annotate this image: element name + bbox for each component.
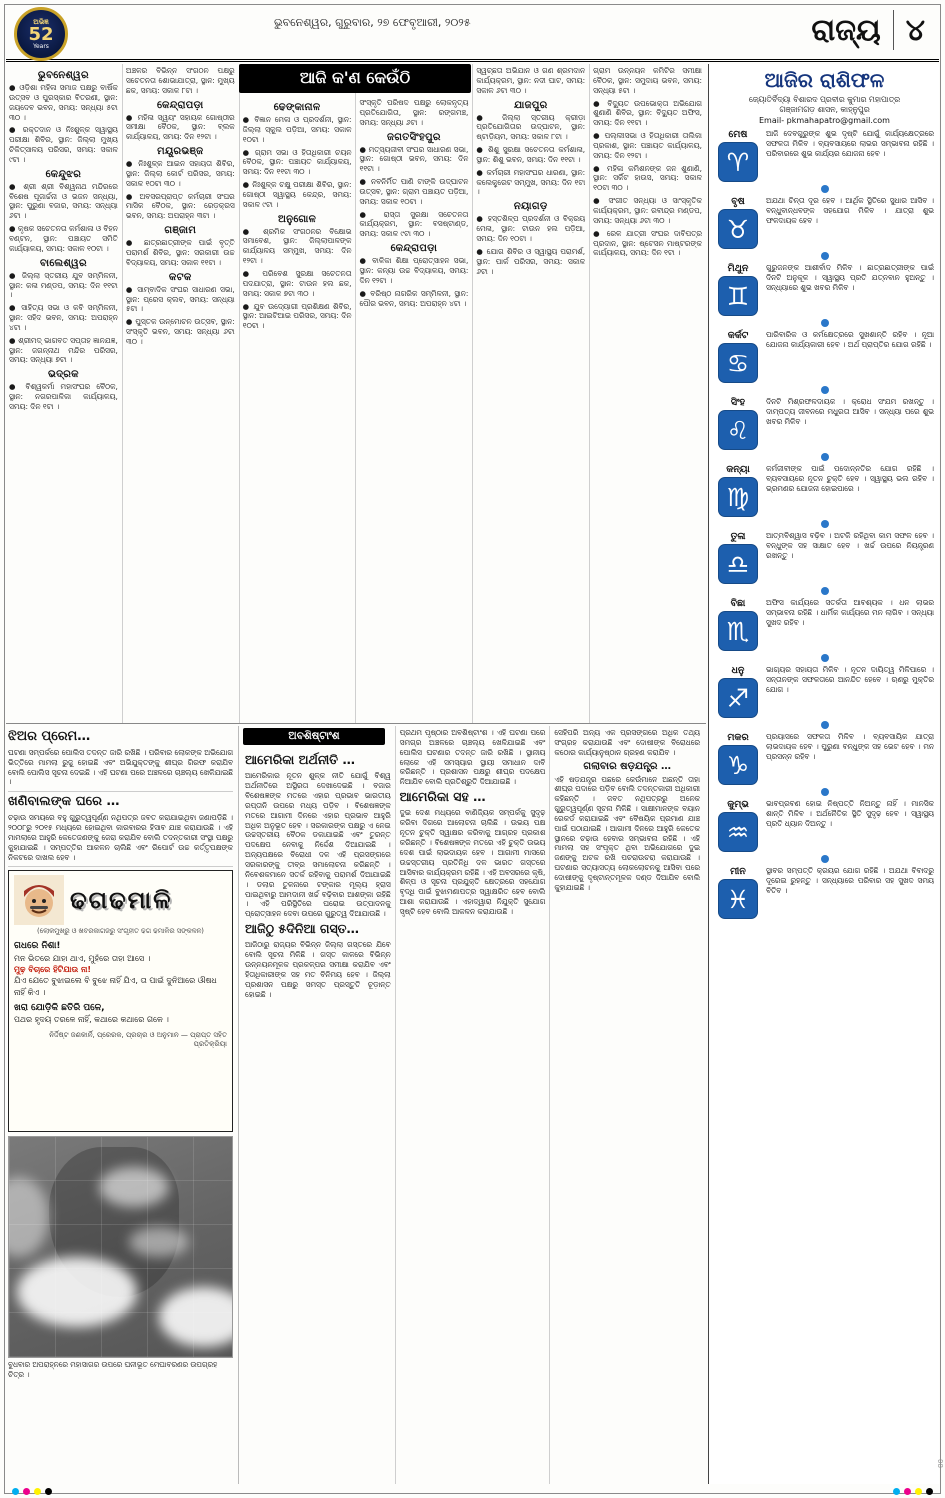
- print-color-mark: [915, 1488, 922, 1495]
- zodiac-sign: [715, 196, 761, 249]
- zodiac-glyph: ♐: [726, 683, 750, 713]
- listing-entry: ଅଞ୍ଚଳର ବିଭିନ୍ନ ସଂଗଠନ ପକ୍ଷରୁ ସଚେତନତା ଶୋଭାଯାତ୍ରା, ସ୍ଥାନ: ମୁଖ୍ୟ ଛକ, ସମୟ: ସକାଳ ୮ଟା ।: [125, 66, 235, 95]
- horoscope-entry: [715, 263, 934, 316]
- main-content: [6, 64, 939, 1484]
- listing-entry: ● ଯୁବ ଉଦ୍ୟୋଗୀ ପ୍ରଶିକ୍ଷଣ ଶିବିର, ସ୍ଥାନ: ଆଇଟିଆଇ ପରିସର, ସମୟ: ଦିନ ୧୦ଟା ।: [242, 301, 352, 331]
- cartoon-line: ପଥର ହୃଦୟ ତରଳେ ନାହିଁ, କଥାରେ କଥାରେ ଗଳେ ।: [14, 1015, 169, 1025]
- cartoon-lines: [14, 940, 227, 1025]
- zodiac-sign: [715, 464, 761, 517]
- separator-dot: [821, 587, 829, 595]
- horoscope-text: ସ୍ଥାବର ସମ୍ପତ୍ତି କ୍ରୟର ଯୋଗ ରହିଛି । ଅଯଥା ବିବାଦରୁ ଦୂରେଇ ରୁହନ୍ତୁ । ସନ୍ଧ୍ୟାରେ ପରିବାର ସହ ସୁଖଦ ସମୟ ବିତିବ ।: [766, 866, 934, 895]
- continuation-text: ଏହି ଷଡ଼ଯନ୍ତ୍ର ପଛରେ କେଉଁମାନେ ଅଛନ୍ତି ତାହା ଶୀଘ୍ର ପଦାରେ ପଡ଼ିବ ବୋଲି ତଦନ୍ତକାରୀ ଅଧିକାରୀ କହିଛନ୍ତି । ଜବତ ନଥିପତ୍ରରୁ ଅନେକ ଗୁରୁତ୍ୱପୂର୍ଣ୍ଣ ସୂଚନା ମିଳିଛି । ସାକ୍ଷୀମାନଙ୍କ ବୟାନ ରେକର୍ଡ କରାଯାଇଛି ଏବଂ ବୈଷୟିକ ପ୍ରମାଣ ଯାଞ୍ଚ ପାଇଁ ପଠାଯାଇଛି । ଆଗାମୀ ଦିନରେ ଆହୁରି କେତେକ ସ୍ଥାନରେ ଚଢ଼ାଉ ହେବାର ସମ୍ଭାବନା ରହିଛି । ଏହି ମାମଲା ସହ ସଂପୃକ୍ତ ଥିବା ଅଭିଯୋଗରେ ଦୁଇ ଜଣଙ୍କୁ ଅଟକ ରଖି ପଚରାଉଚରା କରାଯାଉଛି । ଘଟଣାର ସତ୍ୟାସତ୍ୟ ଲୋକଲୋଚନକୁ ଆସିବା ପରେ ଦୋଷୀଙ୍କୁ ଦୃଷ୍ଟାନ୍ତମୂଳକ ଦଣ୍ଡ ଦିଆଯିବ ବୋଲି କୁହାଯାଇଛି ।: [554, 774, 701, 892]
- print-color-mark: [12, 1488, 19, 1495]
- continuation-banner: ଅବଶିଷ୍ଟାଂଶ: [243, 728, 385, 745]
- separator-dot: [821, 185, 829, 193]
- zodiac-name: କର୍କଟ: [727, 330, 749, 342]
- zodiac-name: ମକର: [727, 732, 749, 744]
- separator-dot: [821, 520, 829, 528]
- listing-entry: ● ଶ୍ରୀମଦ୍ ଭାଗବତ ସପ୍ତାହ ଜ୍ଞାନଯଜ୍ଞ, ସ୍ଥାନ: ଜଗନ୍ନାଥ ମନ୍ଦିର ପରିସର, ସମୟ: ସନ୍ଧ୍ୟା ୭ଟା ।: [9, 335, 118, 365]
- astrologer-credit-line2: ଗଞ୍ଜାମଗଡ଼ ଶାସନ, କାହ୍ନୁପୁର: [779, 105, 870, 115]
- horoscope-text: ଅଫିସ କାର୍ଯ୍ୟରେ ସତର୍କତା ଆବଶ୍ୟକ । ଧନ ଲାଭର ସମ୍ଭାବନା ରହିଛି । ଧାର୍ମିକ କାର୍ଯ୍ୟରେ ମନ ଲାଗିବ । ସନ୍ଧ୍ୟା ସୁଖଦ ରହିବ ।: [766, 598, 934, 627]
- article-headline: ଆଜିଠୁ ୫ଦିନିଆ ଗସ୍ତ…: [245, 921, 360, 937]
- horoscope-entry: [715, 799, 934, 852]
- zodiac-glyph: ♊: [726, 281, 750, 311]
- continuation-column: [550, 726, 704, 1484]
- zodiac-name: ମୀନ: [730, 866, 746, 878]
- horoscope-entry: [715, 129, 934, 182]
- listing-entry: ● ବିଶ୍ୱକର୍ମା ମହାସଂଘର ବୈଠକ, ସ୍ଥାନ: ନଗରପାଳିକା କାର୍ଯ୍ୟାଳୟ, ସମୟ: ଦିନ ୧ଟା ।: [9, 382, 118, 411]
- aries-icon: [718, 142, 758, 182]
- horoscope-entry: [715, 732, 934, 785]
- horoscope-entry: [715, 665, 934, 718]
- district-heading: ଢେଙ୍କାନାଳ: [273, 102, 321, 113]
- zodiac-glyph: ♈: [726, 147, 750, 177]
- district-heading: ଅନୁଗୋଳ: [277, 213, 317, 225]
- news-article: [8, 795, 233, 867]
- listing-entry: ● ନବନିର୍ମିତ ପାଣି ଟାଙ୍କି ଉଦ୍‌ଘାଟନ ଉତ୍ସବ, ସ୍ଥାନ: ଗ୍ରାମ ପଞ୍ଚାୟତ ପଡ଼ିଆ, ସମୟ: ସକାଳ ୧୦ଟା ।: [359, 177, 469, 206]
- header-divider: [893, 10, 894, 50]
- zodiac-name: କନ୍ୟା: [726, 464, 750, 476]
- zodiac-sign: [715, 665, 761, 718]
- today-events-section: [6, 64, 706, 724]
- horoscope-entry: [715, 330, 934, 383]
- zodiac-name: ସିଂହ: [730, 397, 746, 409]
- listing-entry: ● ସଂଗୀତ ସନ୍ଧ୍ୟା ଓ ସାଂସ୍କୃତିକ କାର୍ଯ୍ୟକ୍ରମ, ସ୍ଥାନ: ରବୀନ୍ଦ୍ର ମଣ୍ଡପ, ସମୟ: ସନ୍ଧ୍ୟା ୬ଟା ୩୦ ।: [593, 196, 702, 225]
- zodiac-glyph: ♒: [726, 817, 750, 847]
- separator-dot: [821, 721, 829, 729]
- edge-page-mark: 08: [936, 1459, 944, 1468]
- cartoon-line: ଗଧରେ ନିଶା!: [14, 941, 61, 952]
- listing-entry: ● ରାସ୍ତା ସୁରକ୍ଷା ସଚେତନତା କାର୍ଯ୍ୟକ୍ରମ, ସ୍ଥାନ: ବସଷ୍ଟାଣ୍ଡ, ସମୟ: ସକାଳ ୯ଟା ୩୦ ।: [359, 209, 469, 239]
- continuation-text: ଦୁଇ ଦେଶ ମଧ୍ୟରେ ବାଣିଜ୍ୟିକ ସମ୍ପର୍କକୁ ସୁଦୃଢ଼ କରିବା ଦିଗରେ ଆଲୋଚନା ଚାଲିଛି । ଉଭୟ ପକ୍ଷ ନୂତନ ଚୁକ୍ତି ସ୍ୱାକ୍ଷର କରିବାକୁ ଆଗ୍ରହ ପ୍ରକାଶ କରିଛନ୍ତି । ବିଶେଷଜ୍ଞଙ୍କ ମତରେ ଏହି ଚୁକ୍ତି ଉଭୟ ଦେଶ ପାଇଁ ଲାଭଦାୟକ ହେବ । ଆଗାମୀ ମାସରେ ଉଚ୍ଚସ୍ତରୀୟ ପ୍ରତିନିଧି ଦଳ ଭାରତ ଗସ୍ତରେ ଆସିବାର କାର୍ଯ୍ୟକ୍ରମ ରହିଛି । ଏହି ଅବସରରେ କୃଷି, ଶିଳ୍ପ ଓ ସୂଚନା ପ୍ରଯୁକ୍ତି କ୍ଷେତ୍ରରେ ସହଯୋଗ ବୃଦ୍ଧି ପାଇଁ ବୁଝାମଣାପତ୍ର ସ୍ୱାକ୍ଷରିତ ହେବ ବୋଲି ଆଶା କରାଯାଉଛି । ଏହାଦ୍ୱାରା ନିଯୁକ୍ତି ସୁଯୋଗ ସୃଷ୍ଟି ହେବ ବୋଲି ଆକଳନ କରାଯାଉଛି ।: [399, 808, 546, 916]
- newspaper-logo: [14, 7, 68, 61]
- logo-years-number: 52: [28, 23, 54, 45]
- cancer-icon: [718, 343, 758, 383]
- cartoon-line: ମନ ଭିତରେ ଯାହା ଥାଏ, ମୁହଁରେ ତାହା ଆସେ ।: [14, 954, 151, 964]
- cloud-shape: [99, 1167, 169, 1207]
- district-heading: ଭୁବନେଶ୍ୱର: [37, 70, 89, 81]
- article-body: ଘଟଣା ସମ୍ପର୍କରେ ପୋଲିସ ତଦନ୍ତ ଜାରି ରଖିଛି । ପରିବାର ଲୋକଙ୍କ ଅଭିଯୋଗ ଭିତ୍ତିରେ ମାମଲା ରୁଜୁ ହୋଇଛି ଏବଂ ଅଭିଯୁକ୍ତଙ୍କୁ ଶୀଘ୍ର ଗିରଫ କରାଯିବ ବୋଲି ପୋଲିସ ସୂଚନା ଦେଇଛି । ଏହି ଘଟଣା ପରେ ଅଞ୍ଚଳରେ ଚାଞ୍ଚଲ୍ୟ ଖେଳିଯାଇଛି ।: [8, 747, 233, 787]
- horoscope-text: ଭାଗ୍ୟର ସହାୟତା ମିଳିବ । ନୂତନ ଦାୟିତ୍ୱ ମିଳିପାରେ । ସନ୍ତାନଙ୍କ ସଫଳତାରେ ଆନନ୍ଦିତ ହେବେ । ଋଣରୁ ମୁକ୍ତିର ଯୋଗ ।: [766, 665, 934, 694]
- listing-column: [590, 64, 706, 723]
- news-article: [8, 730, 233, 792]
- listing-entry: ● ପୁସ୍ତକ ଉନ୍ମୋଚନ ଉତ୍ସବ, ସ୍ଥାନ: ସଂସ୍କୃତି ଭବନ, ସମୟ: ସନ୍ଧ୍ୟା ୬ଟା ୩୦ ।: [125, 317, 235, 346]
- district-heading: ବାଲେଶ୍ୱର: [39, 257, 87, 269]
- events-banner: ଆଜି କ'ଣ କେଉଁଠି: [239, 64, 471, 93]
- article-body: ଚଢ଼ାଉ ସମୟରେ ବହୁ ଗୁରୁତ୍ୱପୂର୍ଣ୍ଣ ନଥିପତ୍ର ଜବତ କରାଯାଇଥିବା ଜଣାପଡ଼ିଛି । ୨୦୦୮ରୁ ୨୦୧୫ ମଧ୍ୟରେ ହୋଇଥିବା କାରବାରର ହିସାବ ଯାଞ୍ଚ କରାଯାଉଛି । ଏହି ମାମଲାରେ ଆହୁରି କେତେଜଣଙ୍କୁ ଜେରା କରାଯିବ ବୋଲି ତଦନ୍ତକାରୀ ସଂସ୍ଥା ପକ୍ଷରୁ କୁହାଯାଇଛି । ସମ୍ପତ୍ତିର ଆକଳନ ଚାଲିଛି ଏବଂ ରିପୋର୍ଟ ଉଚ୍ଚ କର୍ତ୍ତୃପକ୍ଷଙ୍କ ନିକଟରେ ଦାଖଲ ହେବ ।: [8, 813, 233, 862]
- zodiac-glyph: ♋: [726, 348, 750, 378]
- horoscope-text: ପାରିବାରିକ ଓ କର୍ମକ୍ଷେତ୍ରରେ ସୁଖଶାନ୍ତି ରହିବ । ନୂଆ ଯୋଜନା କାର୍ଯ୍ୟକାରୀ ହେବ । ଅର୍ଥ ପ୍ରାପ୍ତିର ଯୋଗ ରହିଛି ।: [766, 330, 934, 349]
- article-headline: ଆମେରିକା ଅର୍ଥନୀତି …: [245, 752, 355, 767]
- leo-icon: [718, 410, 758, 450]
- zodiac-name: ବିଛା: [730, 598, 746, 610]
- zodiac-glyph: ♍: [726, 482, 750, 512]
- horoscope-text: କର୍ମଜୀବୀଙ୍କ ପାଇଁ ପଦୋନ୍ନତିର ଯୋଗ ରହିଛି । ବ୍ୟବସାୟରେ ନୂତନ ଚୁକ୍ତି ହେବ । ସ୍ୱାସ୍ଥ୍ୟ ଭଲ ରହିବ । ଭ୍ରମଣର ଯୋଜନା ହୋଇପାରେ ।: [766, 464, 934, 493]
- listing-column: [6, 64, 123, 723]
- horoscope-text: ଆଜି ଦେବଗୁରୁଙ୍କ ଶୁଭ ଦୃଷ୍ଟି ଯୋଗୁଁ କାର୍ଯ୍ୟକ୍ଷେତ୍ରରେ ସଫଳତା ମିଳିବ । ବ୍ୟବସାୟରେ ଲାଭର ସମ୍ଭାବନା ରହିଛି । ପରିବାରରେ ଶୁଭ କାର୍ଯ୍ୟର ଯୋଜନା ହେବ ।: [766, 129, 934, 158]
- continuation-column: [241, 726, 396, 1484]
- cartoon-line: ମୁଢ଼ ବିଚାରେ ହିଟିଯାଉ ନା!: [14, 965, 92, 975]
- horoscope-column: [708, 64, 939, 1484]
- article-headline: ଝିଅର ପ୍ରେମ…: [8, 729, 91, 744]
- zodiac-sign: [715, 531, 761, 584]
- cloud-shape: [17, 1257, 137, 1327]
- listing-column: [240, 64, 357, 723]
- zodiac-glyph: ♎: [726, 549, 750, 579]
- listing-entry: ● ଶିଶୁ ସୁରକ୍ଷା ସଚେତନତା କର୍ମଶାଳା, ସ୍ଥାନ: ଶିଶୁ ଭବନ, ସମୟ: ଦିନ ୧୧ଟା ।: [476, 145, 586, 164]
- registration-marks-left: [12, 1488, 52, 1495]
- listing-entry: ● ବରିଷ୍ଠ ନାଗରିକ ସମ୍ମିଳନୀ, ସ୍ଥାନ: ପୌର ଭବନ, ସମୟ: ଅପରାହ୍ନ ୪ଟା ।: [359, 288, 469, 308]
- listing-entry: ସଂସ୍କୃତି ପରିଷଦ ପକ୍ଷରୁ ଲୋକନୃତ୍ୟ ପ୍ରତିଯୋଗିତା, ସ୍ଥାନ: ରଙ୍ଗମଞ୍ଚ, ସମୟ: ସନ୍ଧ୍ୟା ୬ଟା ।: [359, 98, 469, 127]
- listing-entry: ● ଅବସରପ୍ରାପ୍ତ କର୍ମଚାରୀ ସଂଘର ମାସିକ ବୈଠକ, ସ୍ଥାନ: ରେଡ଼କ୍ରସ ଭବନ, ସମୟ: ଅପରାହ୍ନ ୩ଟା ।: [125, 191, 235, 221]
- district-heading: କେନ୍ଦ୍ରାପଡ଼ା: [156, 99, 204, 111]
- listing-entry: ● ଶ୍ରମିକ ସଂଗଠନର ବିକ୍ଷୋଭ ସମାବେଶ, ସ୍ଥାନ: ଜିଲ୍ଲାପାଳଙ୍କ କାର୍ଯ୍ୟାଳୟ ସମ୍ମୁଖ, ସମୟ: ଦିନ ୧୨ଟା ।: [242, 226, 352, 266]
- horoscope-text: ଅଯଥା ଚିନ୍ତା ଦୂର ହେବ । ଆର୍ଥିକ ସ୍ଥିତିରେ ସୁଧାର ଆସିବ । ବନ୍ଧୁବାନ୍ଧବଙ୍କ ସହଯୋଗ ମିଳିବ । ଯାତ୍ରା ଶୁଭ ଫଳଦାୟକ ହେବ ।: [766, 196, 934, 225]
- listing-entry: ● ଓଡ଼ିଶା ମହିଳା ସମାଜ ପକ୍ଷରୁ ବାର୍ଷିକ ଉତ୍ସବ ଓ ପୁରସ୍କାର ବିତରଣୀ, ସ୍ଥାନ: ଜୟଦେବ ଭବନ, ସମୟ: ସନ୍ଧ୍ୟା ୫ଟା ୩୦ ।: [9, 83, 118, 122]
- page-number: ୪: [905, 12, 925, 48]
- listing-entry: ● କର୍ମଚାରୀ ମହାସଂଘର ଧାରଣା, ସ୍ଥାନ: କଲେକ୍ଟ୍ରେଟ ସମ୍ମୁଖ, ସମୟ: ଦିନ ୧ଟା ।: [476, 167, 586, 197]
- listing-entry: ● ଗ୍ରାମ ସଭା ଓ ହିତାଧିକାରୀ ଚୟନ ବୈଠକ, ସ୍ଥାନ: ପଞ୍ଚାୟତ କାର୍ଯ୍ୟାଳୟ, ସମୟ: ଦିନ ୧୧ଟା ୩୦ ।: [242, 147, 352, 177]
- virgo-icon: [718, 477, 758, 517]
- listing-entry: ● ମତ୍ସ୍ୟଜୀବୀ ସଂଘର ସାଧାରଣ ସଭା, ସ୍ଥାନ: ଗୋଷ୍ଠୀ ଭବନ, ସମୟ: ଦିନ ୧୧ଟା ।: [359, 144, 469, 174]
- zodiac-glyph: ♌: [726, 415, 750, 445]
- listing-entry: ● ଛାତ୍ରଛାତ୍ରୀଙ୍କ ପାଇଁ ବୃତ୍ତି ପରାମର୍ଶ ଶିବିର, ସ୍ଥାନ: ସରକାରୀ ଉଚ୍ଚ ବିଦ୍ୟାଳୟ, ସମୟ: ସକାଳ ୧୧ଟା ।: [125, 238, 235, 267]
- dateline: ଭୁବନେଶ୍ୱର, ଗୁରୁବାର, ୨୭ ଫେବୃଆରୀ, ୨୦୨୫: [274, 16, 471, 29]
- satellite-caption: ବୁଧବାର ଅପରାହ୍ନରେ ମହାସାଗର ଉପରେ ଘନୀଭୂତ ମେଘାବରଣର ଉପଗ୍ରହ ଚିତ୍ର ।: [8, 1360, 218, 1379]
- horoscope-title: ଆଜିର ରାଶିଫଳ: [764, 68, 885, 92]
- logo-top-text: ଅଭିଜ୍ଞ: [33, 17, 49, 26]
- listing-entry: ● ବିଜ୍ଞାନ ମେଳା ଓ ପ୍ରଦର୍ଶନୀ, ସ୍ଥାନ: ଜିଲ୍ଲା ସ୍କୁଲ ପଡ଼ିଆ, ସମୟ: ସକାଳ ୧୦ଟା ।: [242, 115, 352, 144]
- listing-entry: ● ନିଃଶୁଳ୍କ ଚକ୍ଷୁ ପରୀକ୍ଷା ଶିବିର, ସ୍ଥାନ: ଗୋଷ୍ଠୀ ସ୍ୱାସ୍ଥ୍ୟ କେନ୍ଦ୍ର, ସମୟ: ସକାଳ ୯ଟା ।: [242, 180, 352, 209]
- horoscope-text: ଦିନଟି ମିଶ୍ରଫଳଦାୟକ । କ୍ରୋଧ ସଂଯମ ରଖନ୍ତୁ । ଦାମ୍ପତ୍ୟ ଜୀବନରେ ମଧୁରତା ଆସିବ । ସନ୍ଧ୍ୟା ପରେ ଶୁଭ ଖବର ମିଳିବ ।: [766, 397, 934, 426]
- continuation-section: [239, 726, 706, 1484]
- zodiac-glyph: ♓: [726, 884, 750, 914]
- article-headline: ଆମେରିକା ସହ …: [399, 789, 486, 805]
- print-color-mark: [904, 1488, 911, 1495]
- cartoon-subtitle: (ଲୋକମୁଖରୁ ଓ ଖବରକାଗଜରୁ ସଂଗୃହୀତ ଢଗ ଢମାଳିର ସଙ୍କଳନ): [37, 927, 204, 936]
- listing-entry: ● ମହିଳା କମିଶନଙ୍କ ଜନ ଶୁଣାଣି, ସ୍ଥାନ: ସର୍କିଟ ହାଉସ, ସମୟ: ସକାଳ ୧୦ଟା ୩୦ ।: [593, 163, 702, 193]
- district-heading: କଟକ: [168, 271, 192, 283]
- cartoon-character-icon: [14, 875, 64, 925]
- cartoon-header: [14, 875, 227, 925]
- scorpio-icon: [718, 611, 758, 651]
- district-heading: ମୟୂରଭଞ୍ଜ: [157, 146, 204, 158]
- horoscope-text: ଆତ୍ମବିଶ୍ୱାସ ବଢ଼ିବ । ଅଟକି ରହିଥିବା କାମ ସଫଳ ହେବ । ବନ୍ଧୁଙ୍କ ସହ ସାକ୍ଷାତ ହେବ । ଖର୍ଚ୍ଚ ଉପରେ ନିୟନ୍ତ୍ରଣ ରଖନ୍ତୁ ।: [766, 531, 934, 560]
- logo-years-label: Years: [33, 42, 49, 50]
- horoscope-list: [715, 129, 934, 919]
- listing-entry: ● ମହିଳା ସ୍ୱୟଂ ସହାୟକ ଗୋଷ୍ଠୀର ସମୀକ୍ଷା ବୈଠକ, ସ୍ଥାନ: ବ୍ଲକ କାର୍ଯ୍ୟାଳୟ, ସମୟ: ଦିନ ୧୨ଟା ।: [125, 112, 235, 142]
- zodiac-glyph: ♏: [726, 616, 750, 646]
- district-heading: ଗଞ୍ଜାମ: [164, 225, 197, 237]
- district-heading: ନୟାଗଡ଼: [513, 201, 548, 213]
- satellite-weather-image: [8, 1136, 233, 1358]
- print-color-mark: [926, 1488, 933, 1495]
- article-subhead: ଗଲାବାର ଷଡ଼ଯନ୍ତ୍ର …: [583, 760, 671, 772]
- capricorn-icon: [718, 745, 758, 785]
- section-block: [811, 10, 925, 50]
- libra-icon: [718, 544, 758, 584]
- zodiac-sign: [715, 330, 761, 383]
- registration-marks-right: [893, 1488, 933, 1495]
- horoscope-text: ଗୁରୁଜନଙ୍କ ଆଶୀର୍ବାଦ ମିଳିବ । ଛାତ୍ରଛାତ୍ରୀଙ୍କ ପାଇଁ ଦିନଟି ଅନୁକୂଳ । ସ୍ୱାସ୍ଥ୍ୟ ପ୍ରତି ଯତ୍ନବାନ ହୁଅନ୍ତୁ । ସନ୍ଧ୍ୟାରେ ଶୁଭ ଖବର ମିଳିବ ।: [766, 263, 934, 292]
- cloud-shape: [159, 1287, 233, 1347]
- zodiac-name: ବୃଷ: [731, 196, 745, 208]
- pisces-icon: [718, 879, 758, 919]
- horoscope-text: ପ୍ରୟାସରେ ସଫଳତା ମିଳିବ । ବ୍ୟବସାୟିକ ଯାତ୍ରା ଲାଭଦାୟକ ହେବ । ପୁରୁଣା ବନ୍ଧୁଙ୍କ ସହ ଭେଟ ହେବ । ମନ ପ୍ରସନ୍ନ ରହିବ ।: [766, 732, 934, 761]
- astrologer-credit-line1: ଜ୍ୟୋତିର୍ବିଦ୍ୟା ବିଶାରଦ ପ୍ରବୀର କୁମାର ମହାପାତ୍ର: [748, 95, 901, 104]
- listing-entry: ● ଯୋଗ ଶିବିର ଓ ସ୍ୱାସ୍ଥ୍ୟ ପରାମର୍ଶ, ସ୍ଥାନ: ପାର୍କ ପରିସର, ସମୟ: ସକାଳ ୬ଟା ।: [476, 246, 586, 276]
- continuation-column: [396, 726, 551, 1484]
- landmass-shape: [49, 1147, 179, 1297]
- listing-column: [473, 64, 590, 723]
- section-name: ରାଜ୍ୟ: [811, 12, 881, 48]
- article-headline: ଖଣିବାଲଙ୍କ ଘରେ …: [8, 794, 120, 810]
- district-heading: କେନ୍ଦୁଝର: [45, 168, 82, 180]
- separator-dot: [821, 654, 829, 662]
- separator-dot: [821, 252, 829, 260]
- zodiac-glyph: ♑: [726, 750, 750, 780]
- cartoon-box: [8, 870, 233, 1132]
- horoscope-text: ଭାବପ୍ରବଣ ହୋଇ ନିଷ୍ପତ୍ତି ନିଅନ୍ତୁ ନାହିଁ । ମାନସିକ ଶାନ୍ତି ମିଳିବ । ଅର୍ଥନୈତିକ ସ୍ଥିତି ସୁଦୃଢ଼ ହେବ । ସ୍ୱାସ୍ଥ୍ୟ ପ୍ରତି ଧ୍ୟାନ ଦିଅନ୍ତୁ ।: [766, 799, 934, 828]
- listing-entry: ● ପରିବେଶ ସୁରକ୍ଷା ସଚେତନତା ପଦଯାତ୍ରା, ସ୍ଥାନ: ଟାଉନ ହଲ ଛକ, ସମୟ: ସକାଳ ୭ଟା ୩୦ ।: [242, 268, 352, 298]
- cartoon-line: ଖରା ଯୋଡ଼ିକି ଛତିରି ପଳେ,: [14, 1002, 105, 1013]
- horoscope-entry: [715, 598, 934, 651]
- district-heading: ଭଦ୍ରକ: [47, 369, 79, 381]
- listing-entry: ● ବିଦ୍ୟୁତ ଉପଭୋକ୍ତା ଅଭିଯୋଗ ଶୁଣାଣି ଶିବିର, ସ୍ଥାନ: ବିଦ୍ୟୁତ ଅଫିସ, ସମୟ: ଦିନ ୧୧ଟା ।: [593, 98, 702, 128]
- print-color-mark: [23, 1488, 30, 1495]
- listing-entry: ● ହସ୍ତଶିଳ୍ପ ପ୍ରଦର୍ଶନୀ ଓ ବିକ୍ରୟ ମେଳା, ସ୍ଥାନ: ଟାଉନ ହଲ ପଡ଼ିଆ, ସମୟ: ଦିନ ୧୦ଟା ।: [476, 214, 586, 243]
- listing-entry: ● କୃଷକ ସଚେତନତା କର୍ମଶାଳା ଓ ବିହନ ବଣ୍ଟନ, ସ୍ଥାନ: ପଞ୍ଚାୟତ ସମିତି କାର୍ଯ୍ୟାଳୟ, ସମୟ: ସକାଳ ୧୦ଟା ।: [9, 224, 118, 253]
- left-region: [6, 64, 706, 1484]
- horoscope-entry: [715, 464, 934, 517]
- listing-entry: ଗ୍ରାମ ଉନ୍ନୟନ କମିଟିର ସମୀକ୍ଷା ବୈଠକ, ସ୍ଥାନ: ସମୁଦାୟ ଭବନ, ସମୟ: ସନ୍ଧ୍ୟା ୫ଟା ।: [593, 66, 702, 95]
- listing-entry: ● ଜିଲ୍ଲା ସ୍ତରୀୟ ଯୁବ ସମ୍ମିଳନୀ, ସ୍ଥାନ: କଳା ମଣ୍ଡପ, ସମୟ: ଦିନ ୧୧ଟା ।: [9, 270, 118, 300]
- bottom-left-column: [6, 726, 239, 1484]
- separator-dot: [821, 386, 829, 394]
- cartoon-credit: ନିର୍ଦ୍ଦିଷ୍ଟ ଜଣକାର୍ନି, ପ୍ରେରକ, ପ୍ରଚାର ଓ ଅନୁମାନ — ପ୍ରାପ୍ତ ସହିତ ପ୍ରତିକ୍ରିୟା: [49, 1030, 227, 1048]
- masthead: [6, 6, 939, 62]
- district-heading: ଜଗତସିଂହପୁର: [386, 131, 441, 143]
- listing-entry: ● ସାହିତ୍ୟ ସଭା ଓ କବି ସମ୍ମିଳନୀ, ସ୍ଥାନ: ସହିଦ ଭବନ, ସମୟ: ଅପରାହ୍ନ ୪ଟା ।: [9, 303, 118, 332]
- separator-dot: [821, 319, 829, 327]
- zodiac-sign: [715, 397, 761, 450]
- zodiac-name: ତୁଳା: [730, 531, 746, 543]
- listing-entry: ● ରକ୍ତଦାନ ଓ ନିଃଶୁଳ୍କ ସ୍ୱାସ୍ଥ୍ୟ ପରୀକ୍ଷା ଶିବିର, ସ୍ଥାନ: ଜିଲ୍ଲା ମୁଖ୍ୟ ଚିକିତ୍ସାଳୟ ପରିସର, ସମୟ: ସକାଳ ୯ଟା ।: [9, 125, 118, 164]
- separator-dot: [821, 855, 829, 863]
- astrologer-email: Email- pkmahapatro@gmail.com: [759, 116, 890, 126]
- listing-entry: ସ୍ୱଚ୍ଛତା ଅଭିଯାନ ଓ ଗଣ ଶ୍ରମଦାନ କାର୍ଯ୍ୟକ୍ରମ, ସ୍ଥାନ: ନଦୀ ଘାଟ, ସମୟ: ସକାଳ ୬ଟା ୩୦ ।: [476, 66, 586, 95]
- zodiac-sign: [715, 598, 761, 651]
- print-color-mark: [893, 1488, 900, 1495]
- listing-column: [123, 64, 240, 723]
- zodiac-name: କୁମ୍ଭ: [727, 799, 749, 811]
- zodiac-sign: [715, 732, 761, 785]
- cloud-shape: [129, 1227, 189, 1257]
- zodiac-name: ମିଥୁନ: [727, 263, 749, 275]
- print-color-mark: [45, 1488, 52, 1495]
- listing-entry: ● ଜିଲ୍ଲା ସ୍ତରୀୟ କ୍ରୀଡ଼ା ପ୍ରତିଯୋଗିତାର ଉଦ୍‌ଘାଟନ, ସ୍ଥାନ: ଷ୍ଟାଡ଼ିୟମ, ସମୟ: ସକାଳ ୮ଟା ।: [476, 112, 586, 142]
- listing-entry: ● ପଲ୍ଲୀସଭା ଓ ହିତାଧିକାରୀ ତାଲିକା ପ୍ରକାଶ, ସ୍ଥାନ: ପଞ୍ଚାୟତ କାର୍ଯ୍ୟାଳୟ, ସମୟ: ଦିନ ୧୨ଟା ।: [593, 131, 702, 160]
- print-color-mark: [34, 1488, 41, 1495]
- listing-entry: ● ସାମ୍ବାଦିକ ସଂଘର ସାଧାରଣ ସଭା, ସ୍ଥାନ: ପ୍ରେସ କ୍ଲବ, ସମୟ: ସନ୍ଧ୍ୟା ୫ଟା ।: [125, 284, 235, 314]
- zodiac-name: ମେଷ: [728, 129, 748, 141]
- cartoon-title: ଢଗଢମାଳି: [70, 886, 173, 915]
- continuation-text: ସେହିପରି ଅନ୍ୟ ଏକ ପ୍ରସଙ୍ଗରେ ଅଧିକ ତଥ୍ୟ ସଂଗ୍ରହ କରାଯାଉଛି ଏବଂ ଦୋଷୀଙ୍କ ବିରୋଧରେ କଠୋର କାର୍ଯ୍ୟାନୁଷ୍ଠାନ ଗ୍ରହଣ କରାଯିବ ।: [554, 728, 701, 757]
- zodiac-sign: [715, 129, 761, 182]
- zodiac-sign: [715, 263, 761, 316]
- sagittarius-icon: [718, 678, 758, 718]
- continuation-columns: [241, 726, 704, 1484]
- zodiac-name: ଧନୁ: [731, 665, 745, 677]
- zodiac-glyph: ♉: [726, 214, 750, 244]
- cloud-shape: [8, 1177, 49, 1257]
- horoscope-entry: [715, 866, 934, 919]
- continuation-text: ଆଜିଠାରୁ ରାଜ୍ୟର ବିଭିନ୍ନ ଜିଲ୍ଲା ଗସ୍ତରେ ଯିବେ ବୋଲି ସୂଚନା ମିଳିଛି । ଗସ୍ତ କାଳରେ ବିଭିନ୍ନ ଉନ୍ନୟନମୂଳକ ପ୍ରକଳ୍ପର ସମୀକ୍ଷା କରାଯିବ ଏବଂ ହିତାଧିକାରୀଙ୍କ ସହ ମତ ବିନିମୟ ହେବ । ଜିଲ୍ଲା ପ୍ରଶାସନ ପକ୍ଷରୁ ସମସ୍ତ ପ୍ରସ୍ତୁତି ଚୂଡ଼ାନ୍ତ ହୋଇଛି ।: [245, 940, 391, 999]
- zodiac-sign: [715, 799, 761, 852]
- separator-dot: [821, 788, 829, 796]
- listing-entry: ● ବାଳିକା ଶିକ୍ଷା ପ୍ରୋତ୍ସାହନ ସଭା, ସ୍ଥାନ: କନ୍ୟା ଉଚ୍ଚ ବିଦ୍ୟାଳୟ, ସମୟ: ଦିନ ୧୨ଟା ।: [359, 256, 469, 285]
- district-heading: କେନ୍ଦ୍ରାପଡ଼ା: [390, 243, 438, 255]
- listing-column: [356, 64, 473, 723]
- taurus-icon: [718, 209, 758, 249]
- left-articles: [8, 730, 233, 867]
- listing-entry: ● ଶ୍ରୀ ଶ୍ରୀ ବିଶ୍ୱନାଥ ମନ୍ଦିରରେ ବିଶେଷ ପୂଜାର୍ଚ୍ଚନା ଓ ଭଜନ ସନ୍ଧ୍ୟା, ସ୍ଥାନ: ପୁରୁଣା ବଜାର, ସମୟ: ସନ୍ଧ୍ୟା ୬ଟା ।: [9, 181, 118, 221]
- bottom-region: [6, 726, 706, 1484]
- zodiac-sign: [715, 866, 761, 919]
- gemini-icon: [718, 276, 758, 316]
- district-heading: ଯାଜପୁର: [513, 99, 548, 111]
- cartoon-line: ଯିଏ ଯେତେ ବୁଝାଇଲେ ବି ବୁଝେ ନାହିଁ ଯିଏ, ତା ପାଇଁ ଦୁନିଆରେ ଔଷଧ ନାହିଁ କିଏ ।: [14, 976, 217, 997]
- aquarius-icon: [718, 812, 758, 852]
- listing-columns: [6, 64, 706, 723]
- continuation-text: ଆମେରିକାର ନୂତନ ଶୁଳ୍କ ନୀତି ଯୋଗୁଁ ବିଶ୍ୱ ଅର୍ଥନୀତିରେ ଅସ୍ଥିରତା ଦେଖାଦେଇଛି । ବଜାର ବିଶେଷଜ୍ଞଙ୍କ ମତରେ ଏହାର ପ୍ରଭାବ ଭାରତୀୟ ରପ୍ତାନି ଉପରେ ମଧ୍ୟ ପଡ଼ିବ । ବିଶେଷଜ୍ଞଙ୍କ ମତରେ ଆଗାମୀ ଦିନରେ ଏହାର ପ୍ରଭାବ ଆହୁରି ଅଧିକ ଅନୁଭୂତ ହେବ । ସରକାରଙ୍କ ପକ୍ଷରୁ ଏ ନେଇ ଉଚ୍ଚସ୍ତରୀୟ ବୈଠକ ଡକାଯାଇଛି ଏବଂ ତୁରନ୍ତ ପଦକ୍ଷେପ ନେବାକୁ ନିର୍ଦ୍ଦେଶ ଦିଆଯାଇଛି । ଅନ୍ୟପକ୍ଷରେ ବିରୋଧୀ ଦଳ ଏହି ପ୍ରସଙ୍ଗରେ ସରକାରଙ୍କୁ ତୀବ୍ର ସମାଲୋଚନା କରିଛନ୍ତି । ନିବେଶକମାନେ ସତର୍କ ରହିବାକୁ ପରାମର୍ଶ ଦିଆଯାଇଛି । ଡଲାର ତୁଳନାରେ ଟଙ୍କାର ମୂଲ୍ୟ ହ୍ରାସ ପାଇଥିବାରୁ ଆମଦାନୀ ଖର୍ଚ୍ଚ ବଢ଼ିବାର ଆଶଙ୍କା ରହିଛି । ଏହି ପରିସ୍ଥିତିରେ ଘରୋଇ ଉତ୍ପାଦନକୁ ପ୍ରୋତ୍ସାହନ ଦେବା ଉପରେ ଗୁରୁତ୍ୱ ଦିଆଯାଉଛି ।: [245, 771, 391, 919]
- listing-entry: ● ନିଃଶୁଳ୍କ ଆଇନ ସହାୟତା ଶିବିର, ସ୍ଥାନ: ଜିଲ୍ଲା କୋର୍ଟ ପରିସର, ସମୟ: ସକାଳ ୧୦ଟା ୩୦ ।: [125, 159, 235, 188]
- continuation-text: ପ୍ରଥମ ପୃଷ୍ଠାର ଅବଶିଷ୍ଟାଂଶ । ଏହି ଘଟଣା ପରେ ସମଗ୍ର ଅଞ୍ଚଳରେ ଚାଞ୍ଚଲ୍ୟ ଖେଳିଯାଇଛି ଏବଂ ପୋଲିସ ଘଟଣାର ତଦନ୍ତ ଜାରି ରଖିଛି । ସ୍ଥାନୀୟ ଲୋକେ ଏହି ସମସ୍ୟାର ସ୍ଥାୟୀ ସମାଧାନ ଦାବି କରିଛନ୍ତି । ପ୍ରଶାସନ ପକ୍ଷରୁ ଶୀଘ୍ର ପଦକ୍ଷେପ ନିଆଯିବ ବୋଲି ପ୍ରତିଶ୍ରୁତି ଦିଆଯାଇଛି ।: [399, 728, 546, 787]
- horoscope-entry: [715, 397, 934, 450]
- horoscope-entry: [715, 196, 934, 249]
- separator-dot: [821, 453, 829, 461]
- horoscope-entry: [715, 531, 934, 584]
- listing-entry: ● ରେଳ ଯାତ୍ରୀ ସଂଘର ଦାବିପତ୍ର ପ୍ରଦାନ, ସ୍ଥାନ: ଷ୍ଟେସନ ମାଷ୍ଟରଙ୍କ କାର୍ଯ୍ୟାଳୟ, ସମୟ: ଦିନ ୧ଟା ।: [593, 228, 702, 258]
